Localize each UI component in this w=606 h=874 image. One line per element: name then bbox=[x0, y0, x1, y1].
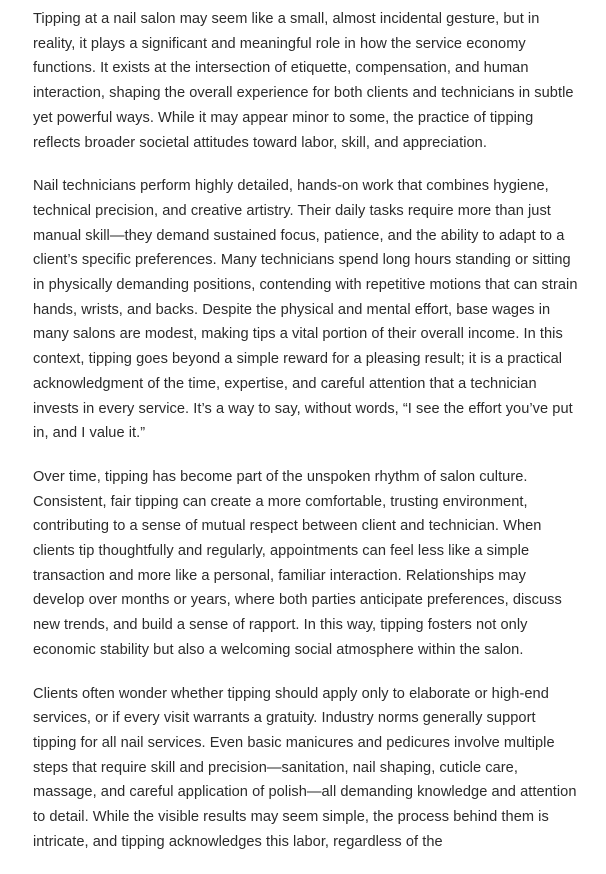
paragraph-technicians: Nail technicians perform highly detailed, hands-on work that combines hygiene, technical precision, and creative artistry. Their daily tasks require more than just manual skill—they demand sustained focus, patience, and the ability to adapt to a client’s specific preferences. Many technicians spend long hours standing or sitting in physically demanding positions, contending with repetitive motions that can strain hands, wrists, and backs. Despite the physical and mental effort, base wages in many salons are modest, making tips a vital portion of their overall income. In this context, tipping goes beyond a simple reward for a pleasing result; it is a practical acknowledgment of the time, expertise, and careful attention that a technician invests in every service. It’s a way to say, without words, “I see the effort you’ve put in, and I value it.” bbox=[33, 178, 578, 442]
paragraph-salon-culture: Over time, tipping has become part of the unspoken rhythm of salon culture. Consistent, fair tipping can create a more comfortable, trusting environment, contributing to a sense of mutual respect between client and technician. When clients tip thoughtfully and regularly, appointments can feel less like a simple transaction and more like a personal, familiar interaction. Relationships may develop over months or years, where both parties anticipate preferences, discuss new trends, and build a sense of rapport. In this way, tipping fosters not only economic stability but also a welcoming social atmosphere within the salon. bbox=[33, 468, 562, 658]
paragraph-intro: Tipping at a nail salon may seem like a small, almost incidental gesture, but in reality, it plays a significant and meaningful role in how the service economy functions. It exists at the intersection of etiquette, compensation, and human interaction, shaping the overall experience for both clients and technicians in subtle yet powerful ways. While it may appear minor to some, the practice of tipping reflects broader societal attitudes toward labor, skill, and appreciation. bbox=[33, 11, 574, 151]
paragraph-tipping-norms: Clients often wonder whether tipping should apply only to elaborate or high-end services, or if every visit warrants a gratuity. Industry norms generally support tipping for all nail services. Even basic manicures and pedicures involve multiple steps that require skill and precision—sanitation, nail shaping, cuticle care, massage, and careful application of polish—all demanding knowledge and attention to detail. While the visible results may seem simple, the process behind them is intricate, and tipping acknowledges this labor, regardless of the bbox=[33, 685, 577, 850]
article-body bbox=[33, 7, 581, 874]
